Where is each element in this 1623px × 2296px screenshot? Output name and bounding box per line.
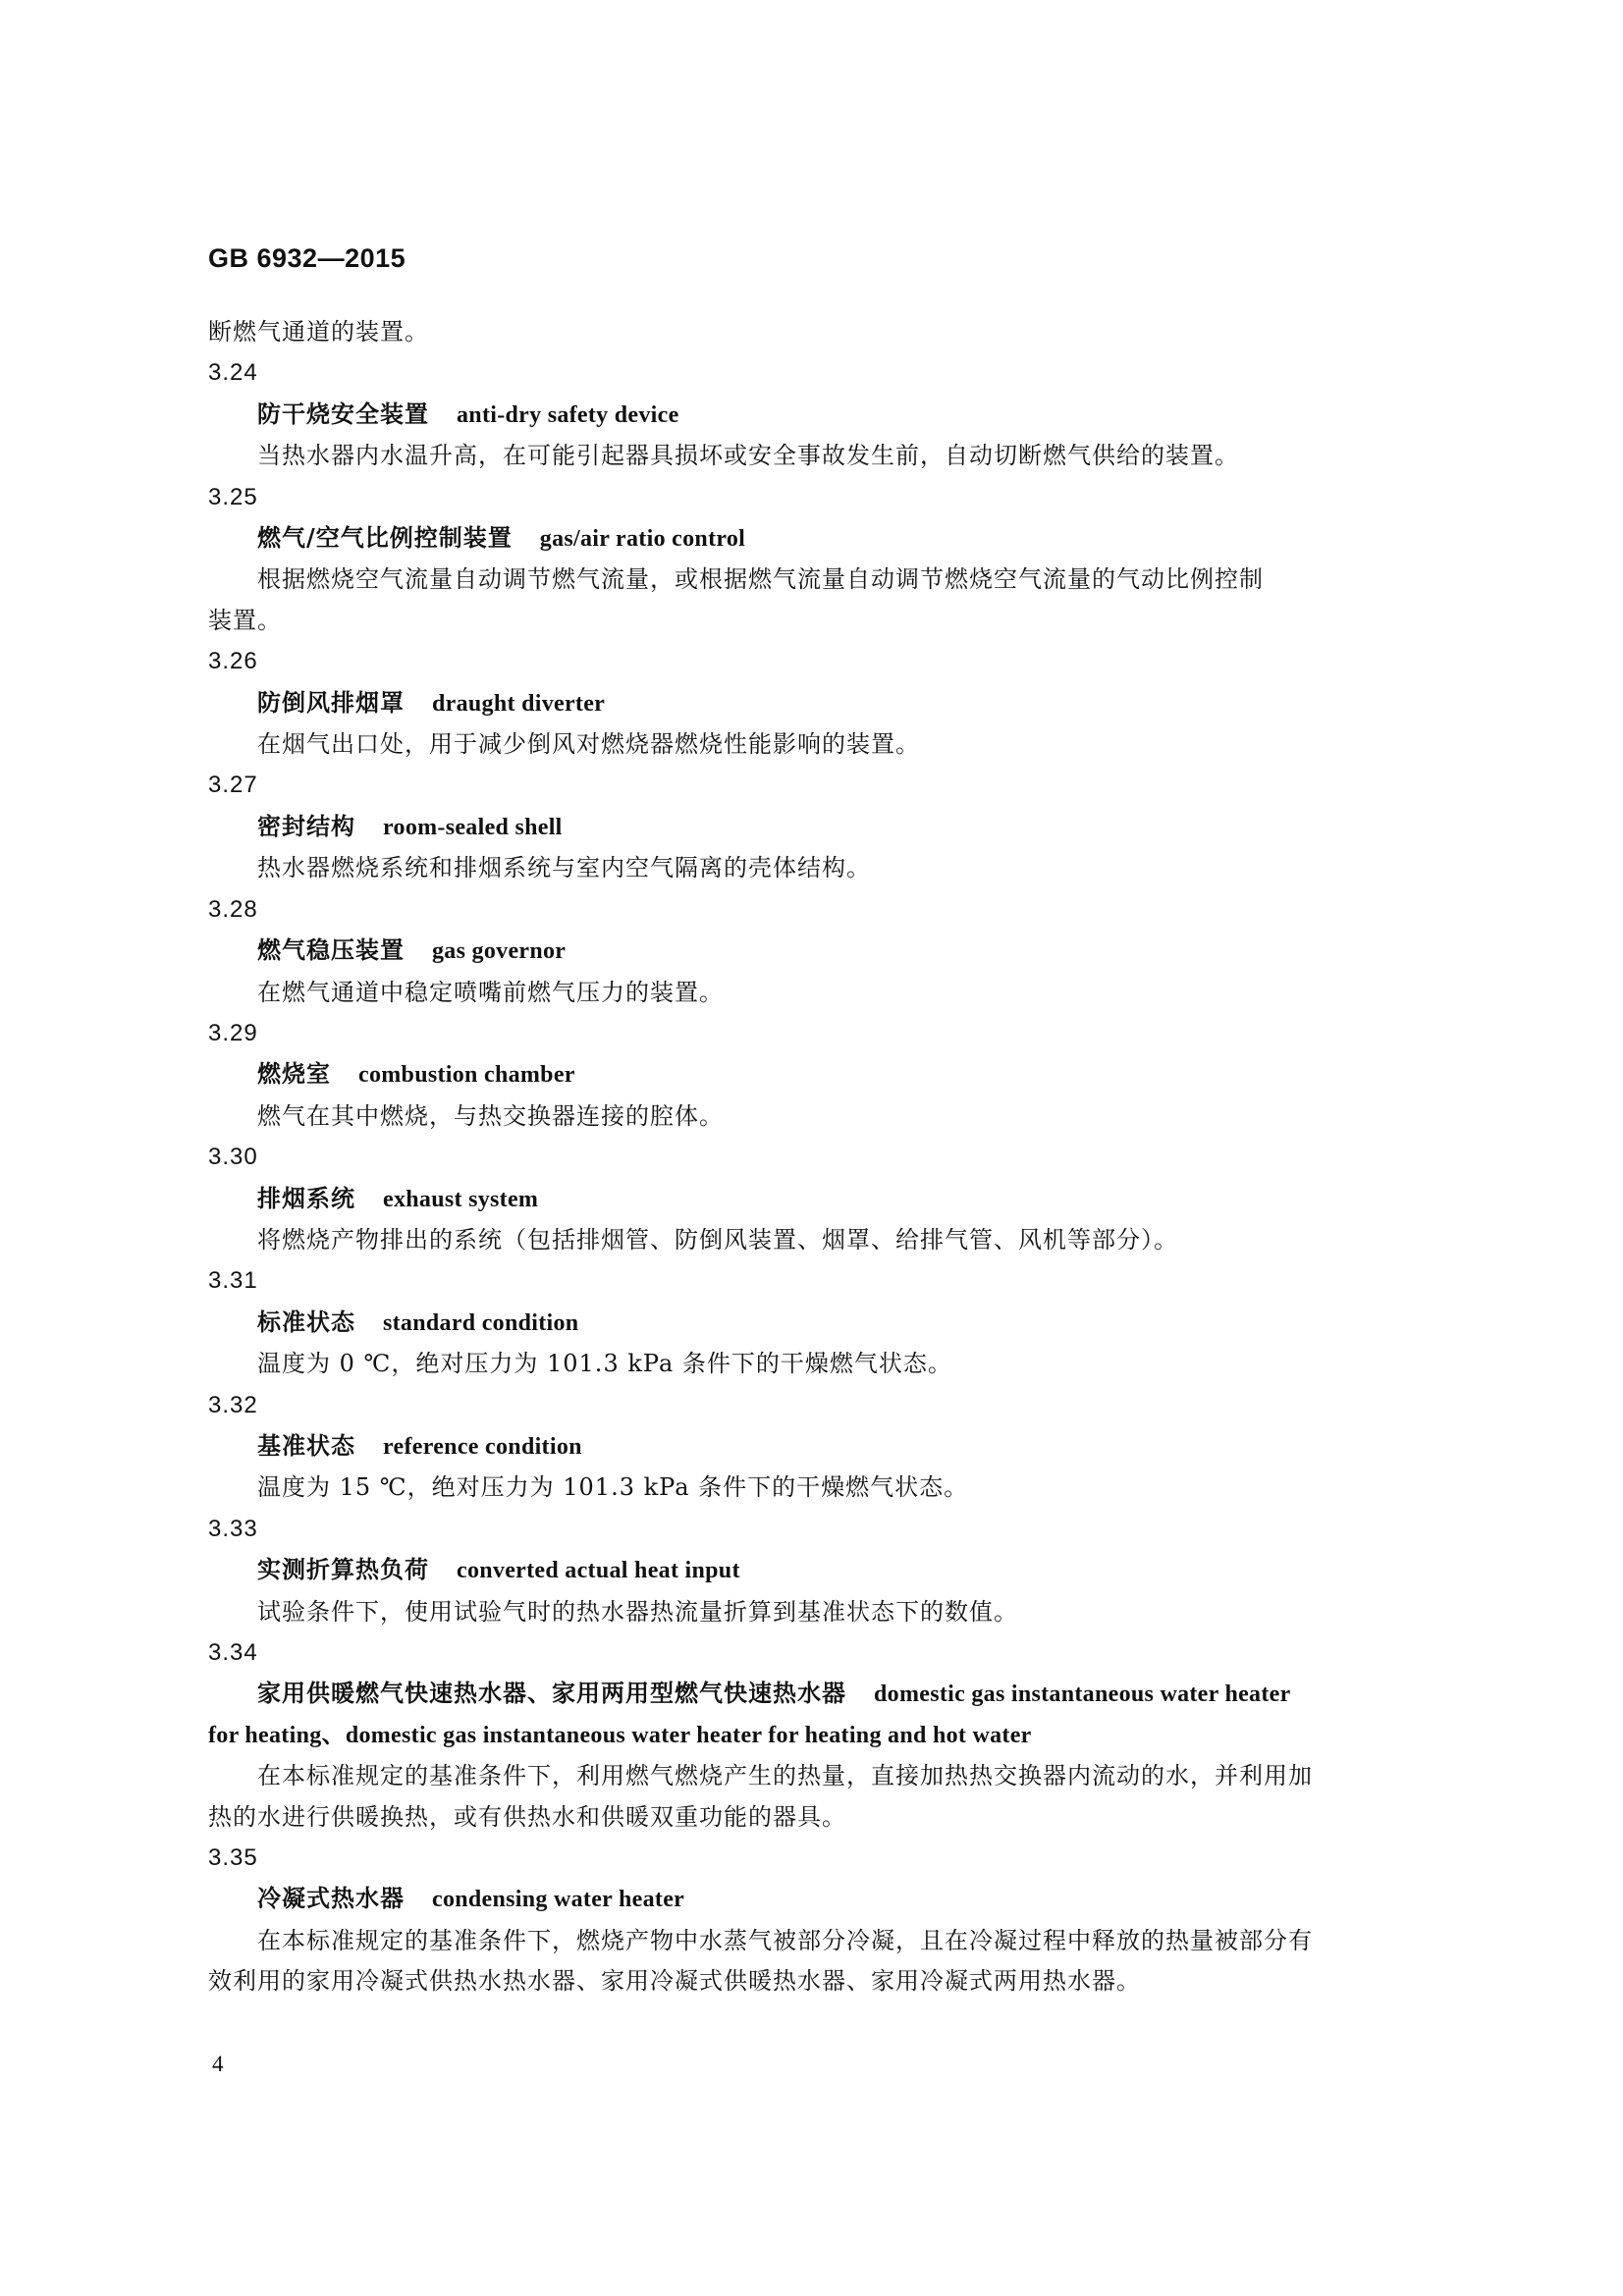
term-zh: 燃气/空气比例控制装置 [257, 523, 513, 553]
term-heading [208, 682, 1386, 724]
term-heading [208, 1178, 1386, 1220]
definition-line: 在烟气出口处，用于减少倒风对燃烧器燃烧性能影响的装置。 [257, 730, 920, 759]
page-number: 4 [212, 2052, 224, 2076]
term-en: combustion chamber [358, 1062, 575, 1089]
clause-number: 3.25 [208, 483, 258, 510]
term-heading [208, 1425, 1386, 1468]
definition-line: 在燃气通道中稳定喷嘴前燃气压力的装置。 [257, 978, 724, 1006]
clause-number: 3.31 [208, 1267, 258, 1295]
term-heading [208, 394, 1386, 436]
clause-number: 3.27 [208, 772, 258, 799]
continuation-text: 断燃气通道的装置。 [208, 318, 429, 346]
term-heading-continuation: for heating、domestic gas instantaneous water heater for heating and hot water [208, 1722, 1032, 1748]
term-en: exhaust system [383, 1186, 539, 1212]
term-zh: 实测折算热负荷 [257, 1555, 429, 1584]
clause-number: 3.29 [208, 1019, 258, 1046]
clause-number: 3.32 [208, 1391, 258, 1418]
term-heading [208, 1673, 1386, 1715]
term-zh: 家用供暖燃气快速热水器、家用两用型燃气快速热水器 [257, 1679, 846, 1708]
term-zh: 排烟系统 [257, 1183, 355, 1212]
definition-line: 试验条件下，使用试验气时的热水器热流量折算到基准状态下的数值。 [257, 1597, 1018, 1626]
document-code: GB 6932—2015 [208, 243, 406, 273]
term-heading [208, 1302, 1386, 1344]
term-zh: 燃气稳压装置 [257, 935, 405, 965]
term-en: domestic gas instantaneous water heater [874, 1682, 1291, 1708]
term-zh: 标准状态 [257, 1307, 355, 1336]
term-en: draught diverter [432, 690, 606, 717]
definition-line: 根据燃烧空气流量自动调节燃气流量，或根据燃气流量自动调节燃烧空气流量的气动比例控制 [257, 565, 1264, 594]
term-heading [208, 1878, 1386, 1920]
term-zh: 防倒风排烟罩 [257, 687, 405, 717]
clause-number: 3.28 [208, 895, 258, 923]
clause-number: 3.24 [208, 359, 258, 387]
clause-number: 3.33 [208, 1515, 258, 1542]
clause-number: 3.30 [208, 1144, 258, 1171]
definition-line: 装置。 [208, 606, 282, 634]
term-heading [208, 1053, 1386, 1095]
definition-line: 温度为 0 ℃，绝对压力为 101.3 kPa 条件下的干燥燃气状态。 [257, 1350, 952, 1378]
term-zh: 密封结构 [257, 811, 355, 840]
definition-line: 在本标准规定的基准条件下，燃烧产物中水蒸气被部分冷凝，且在冷凝过程中释放的热量被部分有 [257, 1926, 1313, 1954]
definition-line: 热的水进行供暖换热，或有供热水和供暖双重功能的器具。 [208, 1802, 846, 1831]
term-en: anti-dry safety device [457, 401, 679, 428]
term-heading [208, 806, 1386, 848]
term-heading [208, 517, 1386, 560]
term-heading [208, 1549, 1386, 1591]
definition-line: 将燃烧产物排出的系统（包括排烟管、防倒风装置、烟罩、给排气管、风机等部分）。 [257, 1225, 1178, 1254]
term-zh: 冷凝式热水器 [257, 1884, 405, 1913]
clause-number: 3.26 [208, 648, 258, 675]
document-body [208, 312, 1386, 2002]
definition-line: 在本标准规定的基准条件下，利用燃气燃烧产生的热量，直接加热热交换器内流动的水，并利用加 [257, 1762, 1313, 1790]
clause-number: 3.34 [208, 1639, 258, 1666]
term-en: standard condition [383, 1309, 579, 1336]
term-en: converted actual heat input [457, 1558, 740, 1584]
definition-line: 当热水器内水温升高，在可能引起器具损坏或安全事故发生前，自动切断燃气供给的装置。 [257, 442, 1239, 470]
term-en: condensing water heater [432, 1887, 685, 1913]
term-zh: 燃烧室 [257, 1059, 331, 1089]
term-en: gas governor [432, 938, 567, 965]
definition-line: 效利用的家用冷凝式供热水热水器、家用冷凝式供暖热水器、家用冷凝式两用热水器。 [208, 1967, 1141, 1996]
term-en: gas/air ratio control [539, 526, 746, 553]
clause-number: 3.35 [208, 1844, 258, 1872]
term-heading [208, 930, 1386, 972]
definition-line: 热水器燃烧系统和排烟系统与室内空气隔离的壳体结构。 [257, 854, 871, 882]
definition-line: 温度为 15 ℃，绝对压力为 101.3 kPa 条件下的干燥燃气状态。 [257, 1473, 969, 1502]
term-en: room-sealed shell [383, 814, 563, 840]
definition-line: 燃气在其中燃烧，与热交换器连接的腔体。 [257, 1101, 724, 1130]
term-zh: 防干烧安全装置 [257, 399, 429, 428]
term-en: reference condition [383, 1433, 582, 1460]
term-zh: 基准状态 [257, 1430, 355, 1460]
